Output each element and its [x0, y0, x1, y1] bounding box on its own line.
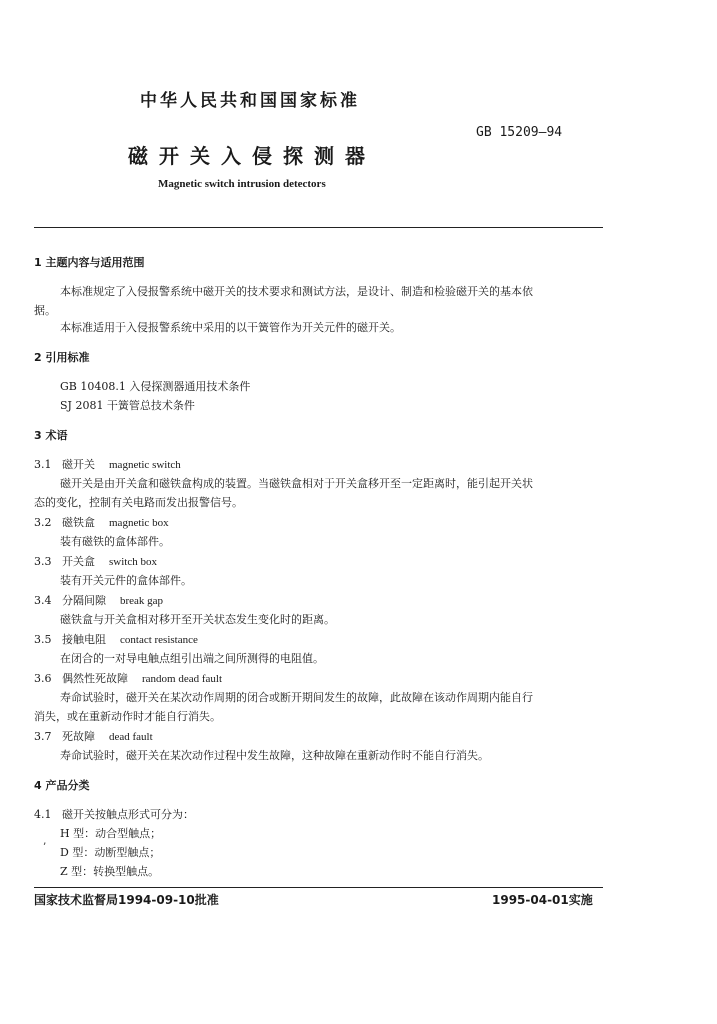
- approval-line: 国家技术监督局1994-09-10批准: [34, 893, 219, 907]
- implementation-date: 1995-04-01实施: [492, 893, 593, 907]
- type-h: H 型：动合型触点；: [60, 827, 162, 840]
- section-1-para-1-line-1: 本标准规定了入侵报警系统中磁开关的技术要求和测试方法，是设计、制造和检验磁开关的基本依: [60, 285, 533, 298]
- term-number: 3.4: [34, 594, 52, 607]
- term-number: 3.3: [34, 555, 52, 568]
- section-1-para-1-line-2: 据。: [34, 304, 56, 317]
- term-name-zh: 磁铁盒: [62, 516, 95, 529]
- term-3-3-def: 装有开关元件的盒体部件。: [60, 574, 192, 587]
- section-2-heading: 2 引用标准: [34, 351, 90, 364]
- reference-2: SJ 2081 干簧管总技术条件: [60, 399, 195, 412]
- term-name-zh: 开关盒: [62, 555, 95, 568]
- term-name-en: random dead fault: [142, 673, 223, 685]
- type-z: Z 型：转换型触点。: [60, 865, 160, 878]
- term-3-7: [34, 730, 153, 744]
- term-3-1-def-line-2: 态的变化，控制有关电路而发出报警信号。: [34, 496, 243, 509]
- term-3-6: [34, 672, 222, 686]
- section-3-heading: 3 术语: [34, 429, 68, 442]
- type-d: D 型：动断型触点；: [60, 846, 161, 859]
- term-3-5-def: 在闭合的一对导电触点组引出端之间所测得的电阻值。: [60, 652, 324, 665]
- country-standard-title: 中华人民共和国国家标准: [140, 91, 360, 111]
- clause-4-1: [34, 808, 194, 822]
- term-3-7-def: 寿命试验时，磁开关在某次动作过程中发生故障，这种故障在重新动作时不能自行消失。: [60, 749, 489, 762]
- term-name-zh: 偶然性死故障: [62, 672, 128, 685]
- footer-divider: [34, 887, 603, 888]
- section-4-heading: 4 产品分类: [34, 779, 90, 792]
- term-name-en: break gap: [120, 595, 164, 607]
- term-name-zh: 分隔间隙: [62, 594, 106, 607]
- term-3-4: [34, 594, 163, 608]
- term-3-2-def: 装有磁铁的盒体部件。: [60, 535, 170, 548]
- term-number: 3.5: [34, 633, 52, 646]
- term-3-1: [34, 458, 181, 472]
- section-1-para-2: 本标准适用于入侵报警系统中采用的以干簧管作为开关元件的磁开关。: [60, 321, 401, 334]
- standard-number: GB 15209—94: [476, 125, 563, 140]
- term-3-5: [34, 633, 198, 647]
- term-name-zh: 磁开关: [62, 458, 95, 471]
- term-number: 3.6: [34, 672, 52, 685]
- term-3-4-def: 磁铁盒与开关盒相对移开至开关状态发生变化时的距离。: [60, 613, 335, 626]
- term-name-en: magnetic switch: [109, 459, 181, 471]
- term-name-en: magnetic box: [109, 517, 169, 529]
- header-divider: [34, 227, 603, 228]
- term-name-en: dead fault: [109, 731, 153, 743]
- term-number: 3.2: [34, 516, 52, 529]
- reference-1: GB 10408.1 入侵探测器通用技术条件: [60, 380, 251, 393]
- clause-number: 4.1: [34, 808, 52, 821]
- term-3-6-def-line-2: 消失，或在重新动作时才能自行消失。: [34, 710, 221, 723]
- term-name-zh: 死故障: [62, 730, 95, 743]
- term-name-en: contact resistance: [120, 634, 198, 646]
- term-number: 3.1: [34, 458, 52, 471]
- term-3-2: [34, 516, 169, 530]
- document-title-zh: 磁开关入侵探测器: [128, 144, 376, 168]
- term-3-6-def-line-1: 寿命试验时，磁开关在某次动作周期的闭合或断开期间发生的故障，此故障在该动作周期内能自行: [60, 691, 533, 704]
- scan-mark: ’: [43, 842, 47, 853]
- term-3-1-def-line-1: 磁开关是由开关盒和磁铁盒构成的装置。当磁铁盒相对于开关盒移开至一定距离时，能引起开关状: [60, 477, 533, 490]
- term-3-3: [34, 555, 157, 569]
- document-title-en: Magnetic switch intrusion detectors: [158, 178, 326, 190]
- term-number: 3.7: [34, 730, 52, 743]
- clause-text: 磁开关按触点形式可分为：: [62, 808, 194, 821]
- term-name-en: switch box: [109, 556, 157, 568]
- section-1-heading: 1 主题内容与适用范围: [34, 256, 145, 269]
- term-name-zh: 接触电阻: [62, 633, 106, 646]
